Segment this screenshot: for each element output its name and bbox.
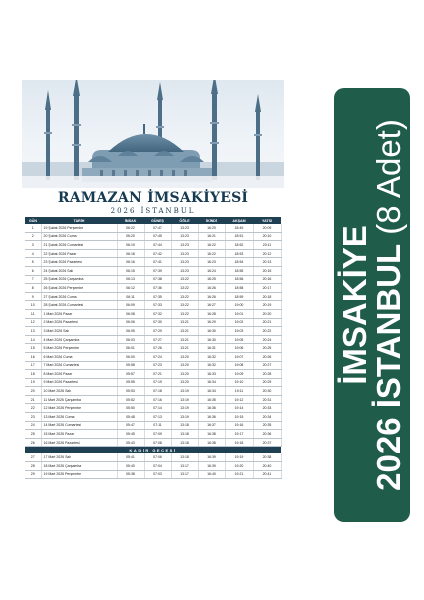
- table-cell: 18:52: [225, 241, 253, 250]
- table-cell: 07:26: [144, 344, 171, 353]
- table-cell: 07:42: [144, 249, 171, 258]
- table-cell: 07:23: [144, 361, 171, 370]
- date-cell: 15 Mart 2026 Pazar: [41, 430, 117, 439]
- table-row: [25, 284, 281, 293]
- table-cell: 13:17: [171, 470, 198, 479]
- table-cell: 20:37: [253, 438, 281, 447]
- table-row: [25, 462, 281, 471]
- table-cell: 07:18: [144, 387, 171, 396]
- kadir-gecesi-label: KADİR GECESİ: [25, 447, 281, 454]
- table-cell: 05:40: [117, 462, 144, 471]
- banner-line2: [372, 119, 406, 491]
- table-cell: 07:27: [144, 335, 171, 344]
- table-cell: 07:45: [144, 232, 171, 241]
- table-row: [25, 430, 281, 439]
- table-cell: 19:06: [225, 344, 253, 353]
- table-cell: 18:54: [225, 258, 253, 267]
- table-cell: 13:19: [171, 395, 198, 404]
- table-cell: 07:13: [144, 413, 171, 422]
- table-cell: 16:25: [198, 275, 225, 284]
- table-cell: 06:03: [117, 335, 144, 344]
- table-cell: 05:50: [117, 404, 144, 413]
- column-header: GÜNEŞ: [144, 217, 171, 224]
- table-cell: 19:03: [225, 327, 253, 336]
- table-cell: 18:53: [225, 249, 253, 258]
- table-cell: 07:33: [144, 301, 171, 310]
- table-cell: 07:08: [144, 438, 171, 447]
- table-cell: 19:18: [225, 438, 253, 447]
- table-cell: 16: [25, 352, 41, 361]
- table-cell: 19: [25, 378, 41, 387]
- table-cell: 20:13: [253, 258, 281, 267]
- table-row: [25, 266, 281, 275]
- table-cell: 20:19: [253, 301, 281, 310]
- table-cell: 06:13: [117, 275, 144, 284]
- table-cell: 06:18: [117, 249, 144, 258]
- date-cell: 5 Mart 2026 Perşembe: [41, 344, 117, 353]
- page-subtitle: 2026 İSTANBUL: [110, 207, 196, 215]
- table-cell: 07:29: [144, 327, 171, 336]
- date-cell: 1 Mart 2026 Pazar: [41, 309, 117, 318]
- table-cell: 13:18: [171, 438, 198, 447]
- table-cell: 20:17: [253, 284, 281, 293]
- date-cell: 21 Şubat 2026 Cumartesi: [41, 241, 117, 250]
- table-cell: 16:40: [198, 470, 225, 479]
- table-cell: 05:55: [117, 378, 144, 387]
- table-cell: 13:20: [171, 361, 198, 370]
- table-cell: 13:21: [171, 344, 198, 353]
- column-header: İMSAK: [117, 217, 144, 224]
- table-cell: 19:19: [225, 453, 253, 461]
- table-cell: 20:31: [253, 395, 281, 404]
- table-cell: 07:21: [144, 370, 171, 379]
- table-cell: 20:34: [253, 413, 281, 422]
- table-cell: 06:09: [117, 301, 144, 310]
- table-cell: 20:30: [253, 387, 281, 396]
- table-cell: 16:35: [198, 395, 225, 404]
- table-cell: 06:01: [117, 344, 144, 353]
- table-row: [25, 421, 281, 430]
- table-cell: 2: [25, 232, 41, 241]
- table-cell: 13:21: [171, 318, 198, 327]
- table-cell: 21: [25, 395, 41, 404]
- table-cell: 20:35: [253, 421, 281, 430]
- table-cell: 05:38: [117, 470, 144, 479]
- table-cell: 24: [25, 421, 41, 430]
- table-cell: 16:30: [198, 335, 225, 344]
- table-cell: 16:36: [198, 413, 225, 422]
- table-row: [25, 292, 281, 301]
- date-cell: 23 Şubat 2026 Pazartesi: [41, 258, 117, 267]
- table-cell: 07:03: [144, 470, 171, 479]
- date-cell: 11 Mart 2026 Çarşamba: [41, 395, 117, 404]
- table-cell: 07:35: [144, 292, 171, 301]
- table-cell: 13:21: [171, 335, 198, 344]
- date-cell: 22 Şubat 2026 Pazar: [41, 249, 117, 258]
- table-cell: 07:38: [144, 275, 171, 284]
- table-cell: 07:36: [144, 284, 171, 293]
- table-cell: 12: [25, 318, 41, 327]
- table-cell: 19:00: [225, 301, 253, 310]
- table-cell: 16:22: [198, 249, 225, 258]
- table-cell: 16:23: [198, 258, 225, 267]
- imsakiye-card: [22, 80, 284, 477]
- table-row: [25, 224, 281, 232]
- table-cell: 19:02: [225, 318, 253, 327]
- table-cell: 26: [25, 438, 41, 447]
- table-cell: 16:27: [198, 301, 225, 310]
- date-cell: 3 Mart 2026 Salı: [41, 327, 117, 336]
- table-cell: 13:23: [171, 258, 198, 267]
- date-cell: 27 Şubat 2026 Cuma: [41, 292, 117, 301]
- table-cell: 19:09: [225, 370, 253, 379]
- table-cell: 20:28: [253, 370, 281, 379]
- table-cell: 13:23: [171, 249, 198, 258]
- table-cell: 13:22: [171, 284, 198, 293]
- table-cell: 20:41: [253, 470, 281, 479]
- table-cell: 13:22: [171, 309, 198, 318]
- column-header: GÜN: [25, 217, 41, 224]
- table-header-row: [25, 217, 281, 224]
- table-cell: 16:39: [198, 462, 225, 471]
- table-cell: 28: [25, 462, 41, 471]
- table-cell: 4: [25, 249, 41, 258]
- table-cell: 19:11: [225, 387, 253, 396]
- table-cell: 16:34: [198, 387, 225, 396]
- table-row: [25, 378, 281, 387]
- table-cell: 16:26: [198, 292, 225, 301]
- table-cell: 20:10: [253, 232, 281, 241]
- table-cell: 16:30: [198, 327, 225, 336]
- date-cell: 17 Mart 2026 Salı: [41, 453, 117, 461]
- date-cell: 24 Şubat 2026 Salı: [41, 266, 117, 275]
- table-cell: 06:06: [117, 318, 144, 327]
- table-cell: 29: [25, 470, 41, 479]
- table-cell: 05:41: [117, 453, 144, 461]
- table-cell: 20:24: [253, 335, 281, 344]
- table-cell: 19:21: [225, 470, 253, 479]
- table-cell: 13:18: [171, 430, 198, 439]
- table-cell: 1: [25, 224, 41, 232]
- table-cell: 13:18: [171, 453, 198, 461]
- table-cell: 17: [25, 361, 41, 370]
- table-cell: 13:17: [171, 462, 198, 471]
- table-row: [25, 327, 281, 336]
- date-cell: 10 Mart 2026 Salı: [41, 387, 117, 396]
- table-cell: 13:23: [171, 241, 198, 250]
- table-cell: 16:20: [198, 224, 225, 232]
- table-row: [25, 258, 281, 267]
- table-cell: 20:25: [253, 344, 281, 353]
- table-cell: 16:21: [198, 232, 225, 241]
- table-cell: 13:20: [171, 378, 198, 387]
- table-cell: 6: [25, 266, 41, 275]
- table-cell: 20:33: [253, 404, 281, 413]
- date-cell: 18 Mart 2026 Çarşamba: [41, 462, 117, 471]
- table-cell: 18:51: [225, 232, 253, 241]
- table-cell: 07:32: [144, 309, 171, 318]
- table-cell: 13:21: [171, 327, 198, 336]
- table-cell: 22: [25, 404, 41, 413]
- column-header: İKİNDİ: [198, 217, 225, 224]
- table-cell: 16:32: [198, 361, 225, 370]
- date-cell: 14 Mart 2026 Cumartesi: [41, 421, 117, 430]
- table-cell: 20:16: [253, 275, 281, 284]
- table-cell: 5: [25, 258, 41, 267]
- table-cell: 19:12: [225, 395, 253, 404]
- mosque-illustration: [22, 80, 284, 188]
- table-cell: 18:49: [225, 224, 253, 232]
- table-cell: 06:12: [117, 284, 144, 293]
- table-cell: 16:34: [198, 378, 225, 387]
- table-cell: 06:20: [117, 232, 144, 241]
- table-cell: 16:38: [198, 438, 225, 447]
- table-cell: 06:16: [117, 258, 144, 267]
- table-cell: 20:36: [253, 430, 281, 439]
- table-cell: 07:16: [144, 395, 171, 404]
- table-cell: 05:45: [117, 430, 144, 439]
- table-cell: 18:58: [225, 284, 253, 293]
- table-cell: 05:53: [117, 387, 144, 396]
- table-row: [25, 395, 281, 404]
- column-header: ÖĞLE: [171, 217, 198, 224]
- column-header: TARİH: [41, 217, 117, 224]
- table-cell: 13:20: [171, 352, 198, 361]
- table-cell: 13:23: [171, 224, 198, 232]
- table-cell: 13:23: [171, 266, 198, 275]
- table-cell: 16:26: [198, 284, 225, 293]
- table-row: [25, 275, 281, 284]
- table-row: [25, 387, 281, 396]
- date-cell: 4 Mart 2026 Çarşamba: [41, 335, 117, 344]
- table-cell: 19:08: [225, 361, 253, 370]
- table-cell: 07:09: [144, 430, 171, 439]
- date-cell: 19 Mart 2026 Perşembe: [41, 470, 117, 479]
- table-cell: 13:22: [171, 292, 198, 301]
- table-cell: 18:55: [225, 266, 253, 275]
- date-cell: 28 Şubat 2026 Cumartesi: [41, 301, 117, 310]
- banner-line2-rest: (8 Adet): [370, 119, 407, 244]
- table-cell: 07:39: [144, 266, 171, 275]
- table-cell: 19:14: [225, 404, 253, 413]
- banner-line2-bold: 2026 İSTANBUL: [370, 243, 407, 491]
- table-cell: 19:07: [225, 352, 253, 361]
- table-cell: 19:01: [225, 309, 253, 318]
- table-row: [25, 453, 281, 461]
- table-row: [25, 438, 281, 447]
- table-cell: 11: [25, 309, 41, 318]
- table-row: [25, 470, 281, 479]
- table-cell: 3: [25, 241, 41, 250]
- table-cell: 06:00: [117, 352, 144, 361]
- table-cell: 06:05: [117, 327, 144, 336]
- table-row: [25, 335, 281, 344]
- table-cell: 06:19: [117, 241, 144, 250]
- date-cell: 6 Mart 2026 Cuma: [41, 352, 117, 361]
- table-cell: 05:58: [117, 361, 144, 370]
- table-cell: 07:19: [144, 378, 171, 387]
- table-cell: 07:24: [144, 352, 171, 361]
- table-cell: 20:29: [253, 378, 281, 387]
- table-cell: 15: [25, 344, 41, 353]
- table-row: [25, 344, 281, 353]
- table-cell: 05:57: [117, 370, 144, 379]
- table-cell: 20: [25, 387, 41, 396]
- table-cell: 13:22: [171, 301, 198, 310]
- table-cell: 06:11: [117, 292, 144, 301]
- table-cell: 07:04: [144, 462, 171, 471]
- table-cell: 20:26: [253, 352, 281, 361]
- table-row: [25, 370, 281, 379]
- table-cell: 13:18: [171, 421, 198, 430]
- table-row: [25, 309, 281, 318]
- table-cell: 16:29: [198, 318, 225, 327]
- table-cell: 16:24: [198, 266, 225, 275]
- table-cell: 16:33: [198, 370, 225, 379]
- table-cell: 19:16: [225, 421, 253, 430]
- column-header: YATSI: [253, 217, 281, 224]
- date-cell: 2 Mart 2026 Pazartesi: [41, 318, 117, 327]
- date-cell: 7 Mart 2026 Cumartesi: [41, 361, 117, 370]
- table-cell: 13:22: [171, 275, 198, 284]
- date-cell: 26 Şubat 2026 Perşembe: [41, 284, 117, 293]
- date-cell: 25 Şubat 2026 Çarşamba: [41, 275, 117, 284]
- table-row: [25, 301, 281, 310]
- table-cell: 18:59: [225, 292, 253, 301]
- table-cell: 14: [25, 335, 41, 344]
- table-row: [25, 352, 281, 361]
- column-header: AKŞAM: [225, 217, 253, 224]
- table-cell: 27: [25, 453, 41, 461]
- table-cell: 07:47: [144, 224, 171, 232]
- date-cell: 13 Mart 2026 Cuma: [41, 413, 117, 422]
- table-cell: 05:52: [117, 395, 144, 404]
- table-cell: 07:06: [144, 453, 171, 461]
- table-row: [25, 241, 281, 250]
- table-cell: 07:41: [144, 258, 171, 267]
- page-title: RAMAZAN İMSAKİYESİ: [57, 190, 249, 206]
- table-cell: 20:20: [253, 309, 281, 318]
- table-cell: 25: [25, 430, 41, 439]
- table-cell: 10: [25, 301, 41, 310]
- table-cell: 16:39: [198, 453, 225, 461]
- date-cell: 8 Mart 2026 Pazar: [41, 370, 117, 379]
- table-cell: 8: [25, 284, 41, 293]
- table-cell: 18:56: [225, 275, 253, 284]
- table-row: [25, 232, 281, 241]
- table-cell: 16:36: [198, 404, 225, 413]
- table-cell: 16:22: [198, 241, 225, 250]
- table-cell: 19:05: [225, 335, 253, 344]
- table-cell: 9: [25, 292, 41, 301]
- table-cell: 06:08: [117, 309, 144, 318]
- table-cell: 07:44: [144, 241, 171, 250]
- table-row: [25, 361, 281, 370]
- product-banner: [334, 88, 410, 522]
- date-cell: 9 Mart 2026 Pazartesi: [41, 378, 117, 387]
- table-cell: 23: [25, 413, 41, 422]
- table-cell: 05:48: [117, 413, 144, 422]
- table-cell: 07:11: [144, 421, 171, 430]
- table-cell: 06:15: [117, 266, 144, 275]
- table-cell: 20:38: [253, 453, 281, 461]
- table-cell: 13:23: [171, 232, 198, 241]
- table-cell: 13:19: [171, 387, 198, 396]
- table-cell: 16:38: [198, 430, 225, 439]
- table-cell: 19:15: [225, 413, 253, 422]
- table-cell: 06:22: [117, 224, 144, 232]
- date-cell: 12 Mart 2026 Perşembe: [41, 404, 117, 413]
- banner-line1: İMSAKİYE: [336, 225, 373, 385]
- table-cell: 20:11: [253, 241, 281, 250]
- table-cell: 20:21: [253, 318, 281, 327]
- table-cell: 07:30: [144, 318, 171, 327]
- table-row: [25, 318, 281, 327]
- table-cell: 19:17: [225, 430, 253, 439]
- table-cell: 05:43: [117, 438, 144, 447]
- prayer-times-table: [25, 217, 282, 479]
- table-cell: 16:28: [198, 309, 225, 318]
- table-cell: 05:47: [117, 421, 144, 430]
- table-cell: 7: [25, 275, 41, 284]
- table-cell: 20:22: [253, 327, 281, 336]
- table-cell: 20:12: [253, 249, 281, 258]
- table-cell: 20:27: [253, 361, 281, 370]
- table-cell: 13:19: [171, 413, 198, 422]
- table-cell: 13: [25, 327, 41, 336]
- banner-text: [338, 119, 406, 491]
- table-cell: 13:19: [171, 404, 198, 413]
- table-cell: 20:40: [253, 462, 281, 471]
- table-cell: 16:37: [198, 421, 225, 430]
- table-cell: 16:32: [198, 352, 225, 361]
- table-cell: 20:15: [253, 266, 281, 275]
- table-cell: 13:20: [171, 370, 198, 379]
- table-cell: 20:18: [253, 292, 281, 301]
- table-row: [25, 404, 281, 413]
- table-cell: 16:31: [198, 344, 225, 353]
- date-cell: 19 Şubat 2026 Perşembe: [41, 224, 117, 232]
- table-row: [25, 413, 281, 422]
- table-cell: 18: [25, 370, 41, 379]
- table-cell: 19:10: [225, 378, 253, 387]
- table-row: [25, 249, 281, 258]
- table-cell: 07:14: [144, 404, 171, 413]
- table-cell: 19:20: [225, 462, 253, 471]
- date-cell: 16 Mart 2026 Pazartesi: [41, 438, 117, 447]
- table-cell: 20:09: [253, 224, 281, 232]
- date-cell: 20 Şubat 2026 Cuma: [41, 232, 117, 241]
